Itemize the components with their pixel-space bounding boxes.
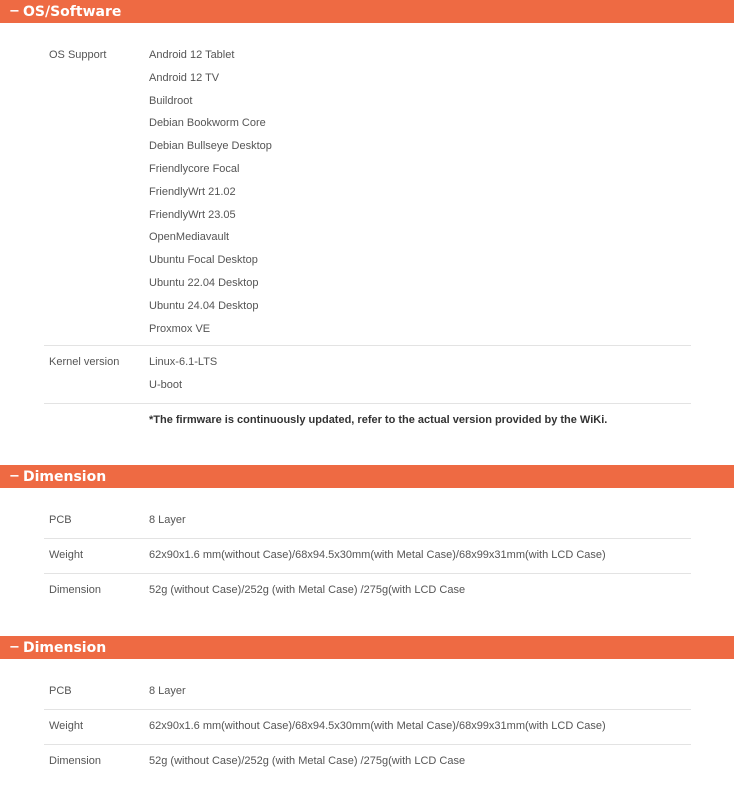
row-value: 62x90x1.6 mm(without Case)/68x94.5x30mm(with Metal Case)/68x99x31mm(with LCD Case) [149, 548, 606, 561]
os-item: FriendlyWrt 21.02 [149, 185, 236, 198]
table-row-weight [44, 710, 691, 745]
row-values [149, 544, 691, 567]
row-label-empty [44, 409, 149, 432]
section-title: OS/Software [23, 3, 122, 20]
dimension-table [44, 509, 691, 601]
os-software-table [44, 44, 691, 432]
section-header-dimension[interactable] [0, 465, 734, 488]
dimension-table-2 [44, 680, 691, 772]
row-label: OS Support [49, 49, 107, 61]
os-item: Proxmox VE [149, 322, 211, 335]
table-row-os-support [44, 44, 691, 346]
row-label: Weight [49, 548, 84, 561]
row-values [149, 44, 691, 340]
table-row-weight [44, 539, 691, 574]
row-label: Dimension [49, 754, 101, 767]
table-row-note [44, 404, 691, 432]
table-row-pcb [44, 509, 691, 539]
os-item: Buildroot [149, 94, 193, 107]
row-values [149, 351, 691, 397]
row-value: 62x90x1.6 mm(without Case)/68x94.5x30mm(with Metal Case)/68x99x31mm(with LCD Case) [149, 719, 606, 732]
row-values [149, 409, 691, 432]
os-item: Android 12 Tablet [149, 49, 235, 61]
os-item: FriendlyWrt 23.05 [149, 208, 236, 221]
os-item: Ubuntu 24.04 Desktop [149, 299, 259, 312]
row-values [149, 750, 691, 773]
row-label: Weight [49, 719, 84, 732]
os-item: Friendlycore Focal [149, 162, 240, 175]
row-value: 52g (without Case)/252g (with Metal Case) /275g(with LCD Case [149, 583, 466, 596]
row-values [149, 509, 691, 532]
section-title: Dimension [23, 639, 107, 656]
row-value: 8 Layer [149, 685, 186, 697]
os-item: OpenMediavault [149, 231, 230, 244]
row-value: 8 Layer [149, 514, 186, 526]
row-label: PCB [49, 514, 72, 526]
row-values [149, 579, 691, 602]
row-value: 52g (without Case)/252g (with Metal Case) /275g(with LCD Case [149, 754, 466, 767]
os-item: Ubuntu Focal Desktop [149, 254, 258, 267]
table-row-kernel-version [44, 346, 691, 404]
kernel-item: U-boot [149, 379, 183, 392]
collapse-icon[interactable]: − [9, 4, 20, 19]
collapse-icon[interactable]: − [9, 640, 20, 655]
os-item: Android 12 TV [149, 71, 220, 84]
collapse-icon[interactable]: − [9, 469, 20, 484]
row-values [149, 715, 691, 738]
os-item: Debian Bullseye Desktop [149, 140, 272, 153]
row-label: PCB [49, 685, 72, 697]
os-item: Debian Bookworm Core [149, 117, 266, 130]
row-label: Dimension [49, 583, 101, 596]
table-row-dimension [44, 745, 691, 773]
section-header-os-software[interactable] [0, 0, 734, 23]
section-title: Dimension [23, 468, 107, 485]
section-header-dimension-2[interactable] [0, 636, 734, 659]
row-values [149, 680, 691, 703]
os-item: Ubuntu 22.04 Desktop [149, 276, 259, 289]
table-row-dimension [44, 574, 691, 602]
firmware-note: *The firmware is continuously updated, refer to the actual version provided by the WiKi. [149, 413, 608, 426]
kernel-item: Linux-6.1-LTS [149, 356, 218, 369]
row-label: Kernel version [49, 356, 120, 369]
table-row-pcb [44, 680, 691, 710]
